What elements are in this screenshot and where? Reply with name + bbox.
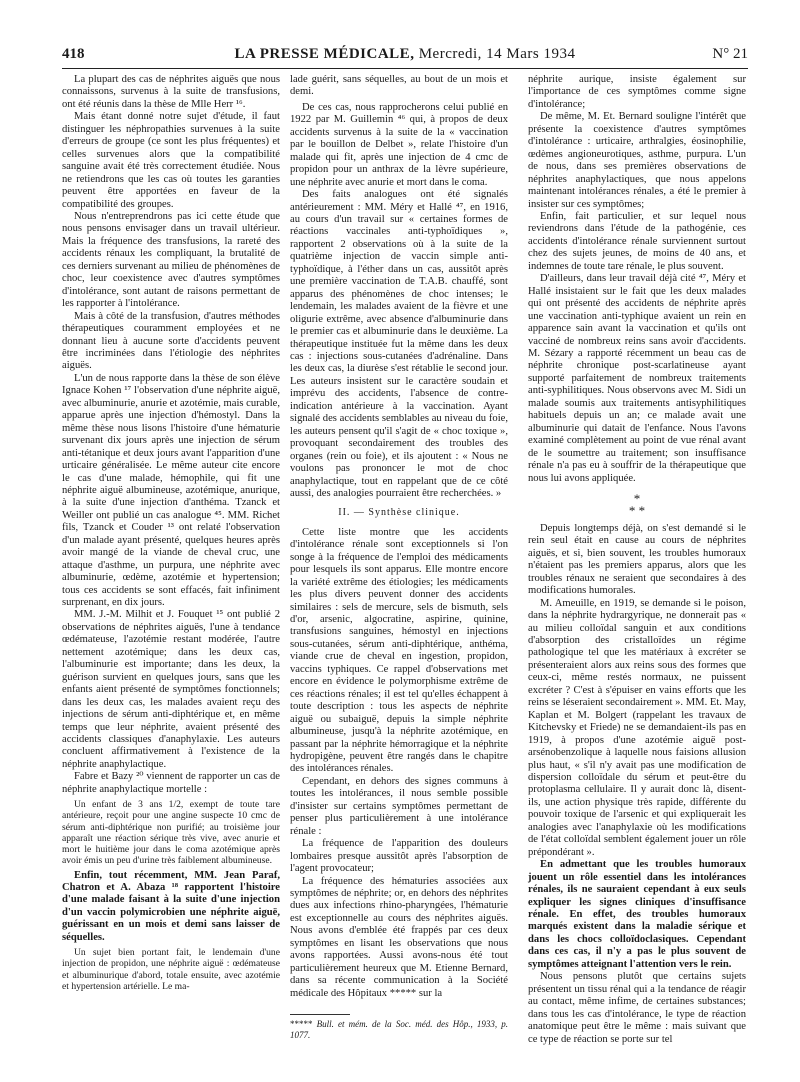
paragraph: La fréquence des hématuries associées aux symptômes de néphrite; or, en dehors des néphrites dues aux infections rhino-pharyngées, l'hématurie est exceptionnelle au cours des néphrites aiguës. Nous avons d'emblée été frappés par ces deux symptômes en lisant les observations que nous avons rapportées. Aussi avons-nous été tout particulièrement heureux que M. Etienne Bernard, dans sa récente communication à la Société médicale des Hôpitaux ***** sur la	[290, 875, 508, 999]
paragraph: néphrite aurique, insiste également sur l'importance de ces symptômes comme signe d'intolérance;	[528, 74, 746, 110]
paragraph: L'un de nous rapporte dans la thèse de son élève Ignace Kohen ¹⁷ l'observation d'une néphrite aiguë, avec albuminurie, anurie et azotémie, mais curable, apparue après une injection d'hémostyl. Dans la même thèse nous lisons l'histoire d'une hématurie survenant dix jours après une injection de sérum anti-tétanique et deux jours avant l'apparition d'une urticaire généralisée. Le même auteur cite encore le cas d'une malade, hémophile, qui fit une néphrite aiguë albumineuse, azotémique, anurique, à la suite d'une injection d'anthéma. Tzanck et Weiller ont publié un cas analogue ⁴⁵. MM. Richet fils, Tzanck et Couder ¹³ ont relaté l'observation d'un malade ayant présenté, quelques heures après avoir mangé de la viande de cheval cruc, une attaque d'asthme, un purpura, une néphrite avec albuminurie, œdème, azotémie et hypertension; tous ces accidents se sont effacés, fait infiniment surprenant, en dix jours.	[62, 372, 280, 609]
paragraph: Depuis longtemps déjà, on s'est demandé si le rein seul était en cause au cours de néphrites aiguës, et si, bien souvent, les troubles humoraux n'étaient pas les premiers apparus, alors que les troubles rénaux ne seraient que secondaires à des modifications humorales.	[528, 522, 746, 597]
section-heading: II. — Synthèse clinique.	[338, 507, 460, 519]
paragraph: Enfin, tout récemment, MM. Jean Paraf, Chatron et A. Abaza ¹⁸ rapportent l'histoire d'une malade faisant à la suite d'une injection d'un vaccin polymicrobien une néphrite aiguë, guérissant en un mois et demi sans laisser de séquelles.	[62, 869, 280, 943]
section-separator: * * *	[628, 490, 646, 518]
paragraph: lade guérit, sans séquelles, au bout de un mois et demi.	[290, 74, 508, 98]
paragraph: Enfin, fait particulier, et sur lequel nous reviendrons dans l'étude de la pathogénie, ces accidents d'intolérance rénale surviennent surtout chez des sujets jeunes, de moins de 40 ans, et indemnes de toute tare rénale, le plus souvent.	[528, 210, 746, 272]
column-3	[528, 74, 746, 1046]
journal-name: LA PRESSE MÉDICALE,	[234, 46, 415, 62]
page-number: 418	[62, 46, 85, 62]
paragraph: D'ailleurs, dans leur travail déjà cité ⁴⁷, Méry et Hallé insistaient sur le fait que les deux malades qui ont présenté des accidents de néphrite après une vaccination anti-typhique avaient un rein en apparence sain avant la vaccination et qu'ils ont vacciné de nombreux reins sans avoir d'accidents. M. Sézary a rapporté récemment un beau cas de néphrite chronique post-scarlatineuse ayant supporté parfaitement de nombreux traitements anti-syphilitiques. Nous observons avec M. Sidi un malade soumis aux traitements antisyphilitiques habituels depuis un an; ce malade avait une albuminurie qui datait de l'enfance. Nous l'avons examiné complètement au point de vue rénal avant de le soumettre au traitement; son insuffisance rénale n'a pas eu à souffrir de la thérapeutique que nous lui avons appliquée.	[528, 273, 746, 484]
paragraph: Mais étant donné notre sujet d'étude, il faut distinguer les néphropathies survenues à la suite d'erreurs de groupe (ce sont les plus fréquentes) et celles survenues alors que la compatibilité sanguine avait été très correctement étudiée. Nous ne retiendrons que les cas où toutes les garanties peuvent être apportées en faveur de la compatibilité des groupes.	[62, 111, 280, 210]
column-1	[62, 74, 280, 992]
issue-date: Mercredi, 14 Mars 1934	[418, 46, 576, 62]
paragraph: La fréquence de l'apparition des douleurs lombaires presque aussitôt après l'absorption de l'agent provocateur;	[290, 838, 508, 875]
case-quote: Un enfant de 3 ans 1/2, exempt de toute tare antérieure, reçoit pour une angine suspecte 10 cmc de sérum anti-diphtérique non purifié; au troisième jour apparaît une réaction sérique très vive, avec anurie et mort le huitième jour dans le coma azotémique après avoir émis un peu d'urine très faiblement albumineuse.	[62, 799, 280, 867]
issue-number: N° 21	[712, 46, 748, 62]
footnote-marker: *****	[290, 1019, 313, 1030]
paragraph: Cette liste montre que les accidents d'intolérance rénale sont exceptionnels si l'on songe à la fréquence de l'emploi des médicaments pour lesquels ils sont apparus. Elle montre encore la variété extrême des étiologies; les médicaments les plus divers peuvent donner des accidents similaires : sels de mercure, sels de bismuth, sels d'or, arsenic, algocratine, aspirine, quinine, transfusions sanguines, hémostyl en injections sous-cutanées, sérum anti-diphtérique, anthéma, viande crue de cheval en ingestion, propidon, vaccins typhiques. Ce rappel d'observations met encore en évidence le polymorphisme extrême de ces réactions rénales; il est tel qu'elles échappent à toute description : tous les aspects de néphrite aiguë ou subaiguë, depuis la simple néphrite albumineuse, jusqu'à la néphrite azotémique, en passant par la néphrite hémorragique et la néphrite hydropigène, peuvent être rangés dans le chapitre des intolérances rénales.	[290, 526, 508, 775]
paragraph: De même, M. Et. Bernard souligne l'intérêt que présente la coexistence d'autres symptômes d'intolérance : urticaire, arthralgies, éosinophilie, œdèmes angioneurotiques, asthme, purpura. L'un de nous, dans ses premières observations de néphrites anaphylactiques, que nous appelons maintenant intolérances rénales, a été le premier à insister sur ces symptômes;	[528, 111, 746, 210]
footnote-text: Bull. et mém. de la Soc. méd. des Hôp., 1933, p. 1077.	[290, 1019, 509, 1041]
paragraph: Mais à côté de la transfusion, d'autres méthodes thérapeutiques couramment employées et ne donnant lieu à aucune sorte d'accidents peuvent être incriminées dans l'étiologie des néphrites aiguës.	[62, 310, 280, 372]
footnote-rule	[290, 1014, 350, 1015]
paragraph: De ces cas, nous rapprocherons celui publié en 1922 par M. Guillemin ⁴⁶ qui, à propos de deux accidents survenus à la suite de la « vaccination par le bouillon de Delbet », relate l'histoire d'un malade qui fit, après une injection de 4 cmc de propidon pour un anthrax de la lèvre supérieure, une néphrite avec anurie et mort dans le coma.	[290, 101, 508, 188]
paragraph: En admettant que les troubles humoraux jouent un rôle essentiel dans les intolérances rénales, ils ne sauraient cependant à eux seuls expliquer les signes cliniques d'insuffisance rénale. En effet, des troubles humoraux marqués existent dans la maladie sérique et dans les chocs colloïdoclasiques. Cependant dans ces cas, il n'y a pas le plus souvent de symptômes atteignant l'attention vers le rein.	[528, 859, 746, 970]
paragraph: Fabre et Bazy ²⁰ viennent de rapporter un cas de néphrite anaphylactique mortelle :	[62, 771, 280, 795]
case-quote: Un sujet bien portant fait, le lendemain d'une injection de propidon, une néphrite aiguë : œdémateuse et albuminurique d'abord, totale ensuite, avec azotémie et hypertension artérielle. Le ma-	[62, 947, 280, 992]
paragraph: Cependant, en dehors des signes communs à toutes les intolérances, il nous semble possible d'insister sur certains symptômes permettant de penser plus particulièrement à une intolérance rénale :	[290, 775, 508, 837]
header-rule	[62, 68, 748, 69]
paragraph: M. Ameuille, en 1919, se demande si le poison, dans la néphrite hydrargyrique, ne donnerait pas « au milieu colloïdal sanguin et aux conditions d'absorption des cristalloïdes un régime pathologique tel que les matériaux à excréter se présenteraient alors aux reins sous des formes que ceux-ci, même restés normaux, ne puissent excréter ? C'est à s'épuiser en vains efforts que les reins se léseraient secondairement ». MM. Et. May, Kaplan et M. Bolgert (rappelant les travaux de Kitchevsky et Friede) ne se demandaient-ils pas en 1919, à propos d'une azotémie aiguë post-arsénobenzolique à laquelle nous faisions allusion plus haut, « s'il n'y avait pas une modification de dispersion colloïdale du sérum et peut-être du protoplasma cellulaire. Il y aurait donc là, disent-ils, une action physique très rapide, différente du pouvoir toxique de l'arsenic et qui expliquerait les analogies avec l'anaphylaxie où les modifications de l'état colloïdal semblent également jouer un rôle prépondérant ».	[528, 597, 746, 858]
paragraph: MM. J.-M. Milhit et J. Fouquet ¹⁵ ont publié 2 observations de néphrites aiguës, l'une à tendance œdémateuse, l'azotémie restant modérée, l'autre nettement azotémique; dans les deux cas, l'albuminurie est importante; dans les deux, la guérison survient en quelques jours, sans que les enfants aient présenté de symptômes fonctionnels; dans les deux cas, les malades avaient reçu des injections de sérum anti-diphtérique et, en même temps que leur néphrite, avaient présenté des accidents classiques d'anaphylaxie. Les auteurs concluent affirmativement à l'existence de la néphrite anaphylactique.	[62, 609, 280, 770]
paragraph: Des faits analogues ont été signalés antérieurement : MM. Méry et Hallé ⁴⁷, en 1916, au cours d'un travail sur « certaines formes de réactions vaccinales anti-typhoïdiques », rapportent 2 observations où à la suite de la quatrième injection de vaccin simple anti-typhoïdique, à l'éther dans un cas, aussitôt après une première vaccination de T.A.B. chauffé, sont apparus des phénomènes de choc intenses; le lendemain, les malades avaient de la fièvre et une oligurie extrême, avec absence d'albuminurie dans le premier cas et albuminurie dans le deuxième. La thérapeutique instituée fut la même dans les deux cas : injections sous-cutanées d'adrénaline. Dans les deux cas, la diurèse s'est rétablie le second jour. Les auteurs insistent sur le caractère soudain et imprévu des accidents, l'absence de contre-indication antérieure à la vaccination. Ayant signalé des accidents semblables au niveau du foie, les auteurs pensent qu'il s'agit de « choc toxique », provoquant secondairement des troubles des organes (rein ou foie), et ils ajoutent : « Nous ne voulons pas prononcer le mot de choc anaphylactique, tout en rappelant que de ce côté aussi, des analogies pourraient être recherchées. »	[290, 189, 508, 499]
footnote	[290, 1019, 508, 1041]
page-header	[62, 46, 748, 68]
running-title	[62, 46, 748, 63]
column-2	[290, 74, 508, 1041]
paragraph: La plupart des cas de néphrites aiguës que nous connaissons, survenus à la suite de transfusions, ont été réunis dans la thèse de Mlle Herr ¹⁶.	[62, 74, 280, 110]
paragraph: Nous pensons plutôt que certains sujets présentent un tissu rénal qui a la tendance de réagir au contact, même infime, de certaines substances; dans tous les cas d'intolérance, le type de réaction anatomique peut être le même : mais suivant que ce type de réaction se porte sur tel	[528, 971, 746, 1045]
paragraph: Nous n'entreprendrons pas ici cette étude que nous pensons envisager dans un travail ultérieur. Mais la fréquence des transfusions, la rareté des accidents rénaux les compliquant, la brutalité de ces derniers survenant au milieu de phénomènes de choc, leur coexistence avec d'autres symptômes d'intolérance, sont autant de raisons permettant de les rapporter à l'intolérance.	[62, 210, 280, 310]
